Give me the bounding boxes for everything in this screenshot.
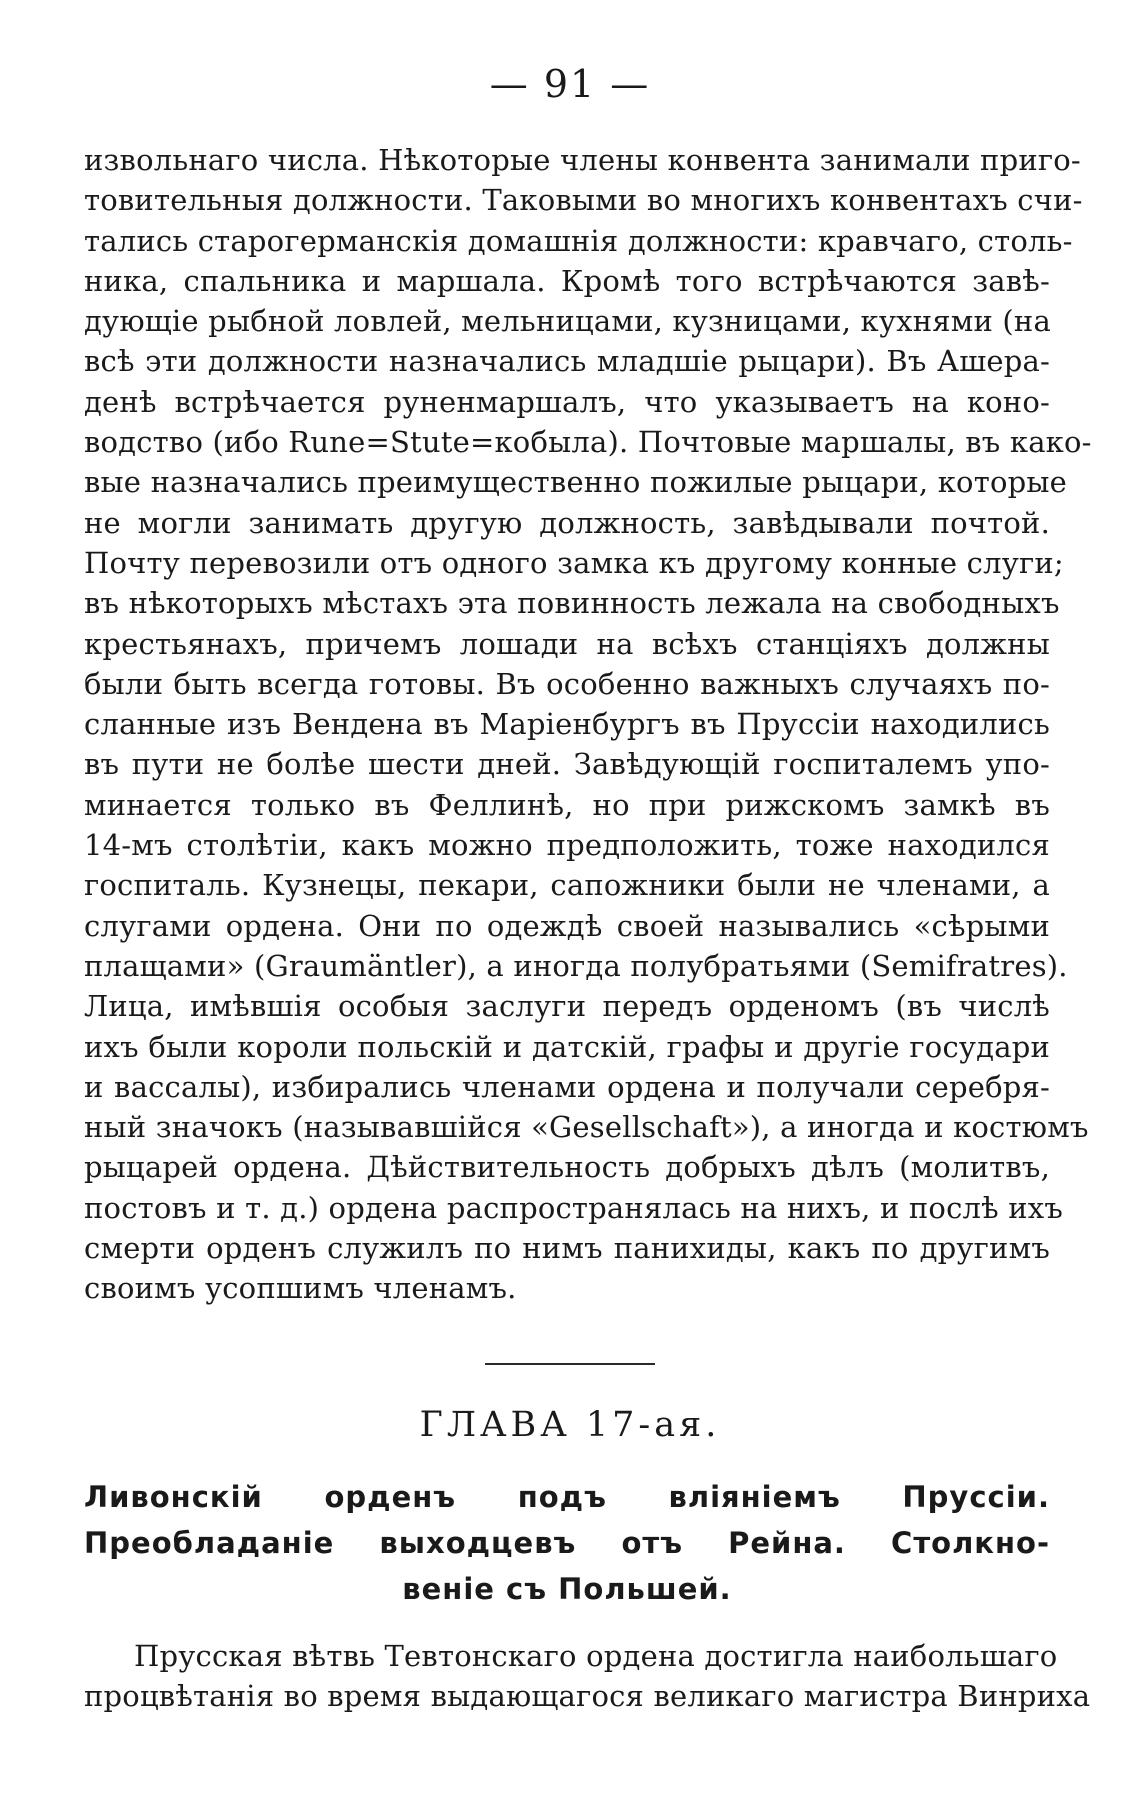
chapter-label: ГЛАВА 17-ая. (419, 1405, 721, 1445)
text-line: ихъ были короли польскій и датскій, графы и другіе государи (84, 1029, 1050, 1064)
text-line: слугами ордена. Они по одеждѣ своей назывались «сѣрыми (84, 908, 1050, 943)
text-line: были быть всегда готовы. Въ особенно важныхъ случаяхъ по- (84, 666, 1050, 701)
text-line: всѣ эти должности назначались младшіе рыцари). Въ Ашера- (84, 344, 1050, 379)
text-line: въ пути не болѣе шести дней. Завѣдующій госпиталемъ упо- (84, 747, 1050, 782)
body-paragraph (84, 140, 1092, 1309)
text-line: ника, спальника и маршала. Кромѣ того встрѣчаются завѣ- (84, 263, 1050, 298)
chapter-paragraph (84, 1636, 1091, 1717)
text-line: и вассалы), избирались членами ордена и получали серебря- (84, 1069, 1050, 1104)
text-line: Почту перевозили отъ одного замка къ другому конные слуги; (84, 545, 1064, 580)
section-divider (485, 1363, 655, 1365)
text-line: процвѣтанія во время выдающагося великаго магистра Винриха (84, 1679, 1091, 1714)
text-line: смерти орденъ служилъ по нимъ панихиды, какъ по другимъ (84, 1231, 1050, 1266)
text-line: госпиталь. Кузнецы, пекари, сапожники были не членами, а (84, 868, 1050, 903)
text-line: товительныя должности. Таковыми во многихъ конвентахъ счи- (84, 183, 1083, 218)
text-line: водство (ибо Rune=Stute=кобыла). Почтовые маршалы, въ како- (84, 425, 1092, 460)
text-line: Лица, имѣвшія особыя заслуги передъ орденомъ (въ числѣ (84, 989, 1050, 1024)
chapter-title (84, 1474, 1050, 1612)
chapter-title-line: Ливонскій орденъ подъ вліяніемъ Пруссіи. (84, 1480, 1050, 1514)
text-line: своимъ усопшимъ членамъ. (84, 1271, 517, 1306)
chapter-title-line: Преобладаніе выходцевъ отъ Рейна. Столкно- (84, 1526, 1050, 1560)
text-line: 14-мъ столѣтіи, какъ можно предположить, тоже находился (84, 828, 1050, 863)
text-line: вые назначались преимущественно пожилые рыцари, которые (84, 465, 1068, 500)
text-line: извольнаго числа. Нѣкоторые члены конвента занимали приго- (84, 143, 1081, 177)
text-line: крестьянахъ, причемъ лошади на всѣхъ станціяхъ должны (84, 626, 1050, 661)
text-line: въ нѣкоторыхъ мѣстахъ эта повинность лежала на свободныхъ (84, 586, 1060, 621)
text-line: не могли занимать другую должность, завѣдывали почтой. (84, 505, 1050, 540)
chapter-title-line: веніе съ Польшей. (402, 1572, 732, 1606)
text-line: постовъ и т. д.) ордена распространялась на нихъ, и послѣ ихъ (84, 1190, 1063, 1225)
page-number: — 91 — (489, 62, 651, 106)
text-line: тались старогерманскія домашнія должности: кравчаго, столь- (84, 223, 1073, 258)
text-line: минается только въ Феллинѣ, но при рижскомъ замкѣ въ (84, 787, 1050, 822)
text-line: ный значокъ (называвшійся «Gesellschaft»), а иногда и костюмъ (84, 1110, 1089, 1145)
text-line: рыцарей ордена. Дѣйствительность добрыхъ дѣлъ (молитвъ, (84, 1150, 1050, 1185)
text-line: дующіе рыбной ловлей, мельницами, кузницами, кухнями (на (84, 304, 1051, 339)
text-line: денѣ встрѣчается руненмаршалъ, что указываетъ на коно- (84, 384, 1050, 419)
text-line: сланные изъ Вендена въ Маріенбургъ въ Пруссіи находились (84, 707, 1050, 742)
text-line: Прусская вѣтвь Тевтонскаго ордена достигла наибольшаго (134, 1639, 1058, 1673)
text-line: плащами» (Graumäntler), а иногда полубратьями (Semifratres). (84, 948, 1068, 983)
